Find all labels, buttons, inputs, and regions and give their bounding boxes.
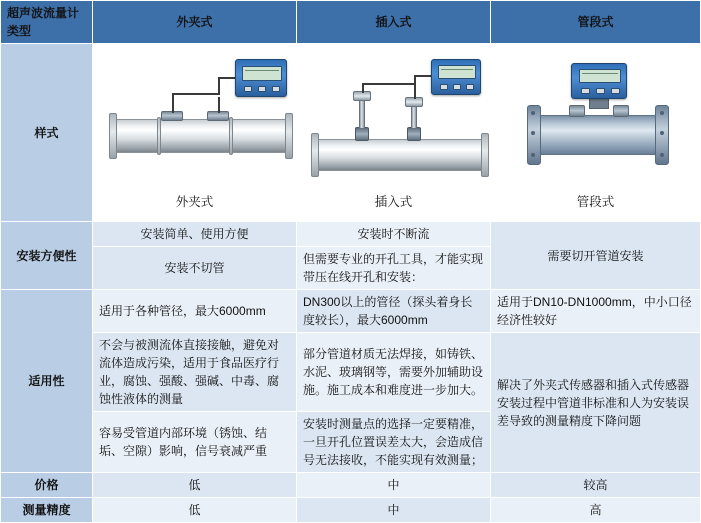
- row-label-installation: 安装方便性: [1, 222, 93, 290]
- figure-insertion: [303, 53, 484, 191]
- figure-caption-clamp-on: 外夹式: [175, 195, 214, 210]
- row-label-accuracy: 测量精度: [1, 498, 93, 523]
- figure-clamp-on: [99, 53, 290, 191]
- header-corner-line2: 类型: [7, 24, 32, 38]
- cell-price-pipe: 较高: [491, 473, 701, 498]
- cell-installation-clamp-2: 安装不切管: [93, 247, 297, 290]
- cell-installation-insertion-1: 安装时不断流: [297, 222, 491, 247]
- cell-applicability-insertion-3: 安装时测量点的选择一定要精准，一旦开孔位置误差太大，会造成信号无法接收，不能实现有效测量；: [297, 412, 491, 473]
- table-row-accuracy: [1, 498, 701, 523]
- cell-installation-pipe-1: 需要切开管道安装: [491, 222, 701, 290]
- cell-applicability-pipe-1: 适用于DN10-DN1000mm，中小口径经济性较好: [491, 290, 701, 333]
- cell-accuracy-clamp: 低: [93, 498, 297, 523]
- figure-cell-insertion: [297, 44, 491, 222]
- cell-installation-clamp-1: 安装简单、使用方便: [93, 222, 297, 247]
- header-corner-cell: [1, 1, 93, 44]
- cell-accuracy-pipe: 高: [491, 498, 701, 523]
- cell-installation-insertion-2: 但需要专业的开孔工具，才能实现带压在线开孔和安装：: [297, 247, 491, 290]
- table-row-price: [1, 473, 701, 498]
- cell-price-insertion: 中: [297, 473, 491, 498]
- row-label-style: 样式: [1, 44, 93, 222]
- table-row-applicability-a: [1, 290, 701, 333]
- figure-cell-clamp-on: [93, 44, 297, 222]
- header-corner-line1: 超声波流量计: [7, 6, 80, 20]
- table-row-applicability-b: [1, 333, 701, 412]
- figure-caption-pipe-section: 管段式: [576, 195, 615, 210]
- figure-cell-pipe-section: [491, 44, 701, 222]
- header-col-insertion: 插入式: [297, 1, 491, 44]
- cell-applicability-pipe-2: 解决了外夹式传感器和插入式传感器安装过程中管道非标准和人为安装误差导致的测量精度下降问题: [491, 333, 701, 473]
- table-row-style: [1, 44, 701, 222]
- cell-price-clamp: 低: [93, 473, 297, 498]
- cell-applicability-clamp-2: 不会与被测流体直接接触，避免对流体造成污染，适用于食品医疗行业，腐蚀、强酸、强碱、中毒、腐蚀性液体的测量: [93, 333, 297, 412]
- header-col-clamp-on: 外夹式: [93, 1, 297, 44]
- row-label-price: 价格: [1, 473, 93, 498]
- table-header-row: [1, 1, 701, 44]
- cell-applicability-clamp-1: 适用于各种管径，最大6000mm: [93, 290, 297, 333]
- cell-applicability-insertion-1: DN300以上的管径（探头着身长度较长），最大6000mm: [297, 290, 491, 333]
- cell-accuracy-insertion: 中: [297, 498, 491, 523]
- header-col-pipe-section: 管段式: [491, 1, 701, 44]
- cell-applicability-insertion-2: 部分管道材质无法焊接，如铸铁、水泥、玻璃钢等，需要外加辅助设施。施工成本和难度进一步加大。: [297, 333, 491, 412]
- cell-applicability-clamp-3: 容易受管道内部环境（锈蚀、结垢、空隙）影响，信号衰减严重: [93, 412, 297, 473]
- figure-pipe-section: [497, 53, 694, 191]
- row-label-applicability: 适用性: [1, 290, 93, 473]
- figure-caption-insertion: 插入式: [374, 195, 413, 210]
- table-row-installation-a: [1, 222, 701, 247]
